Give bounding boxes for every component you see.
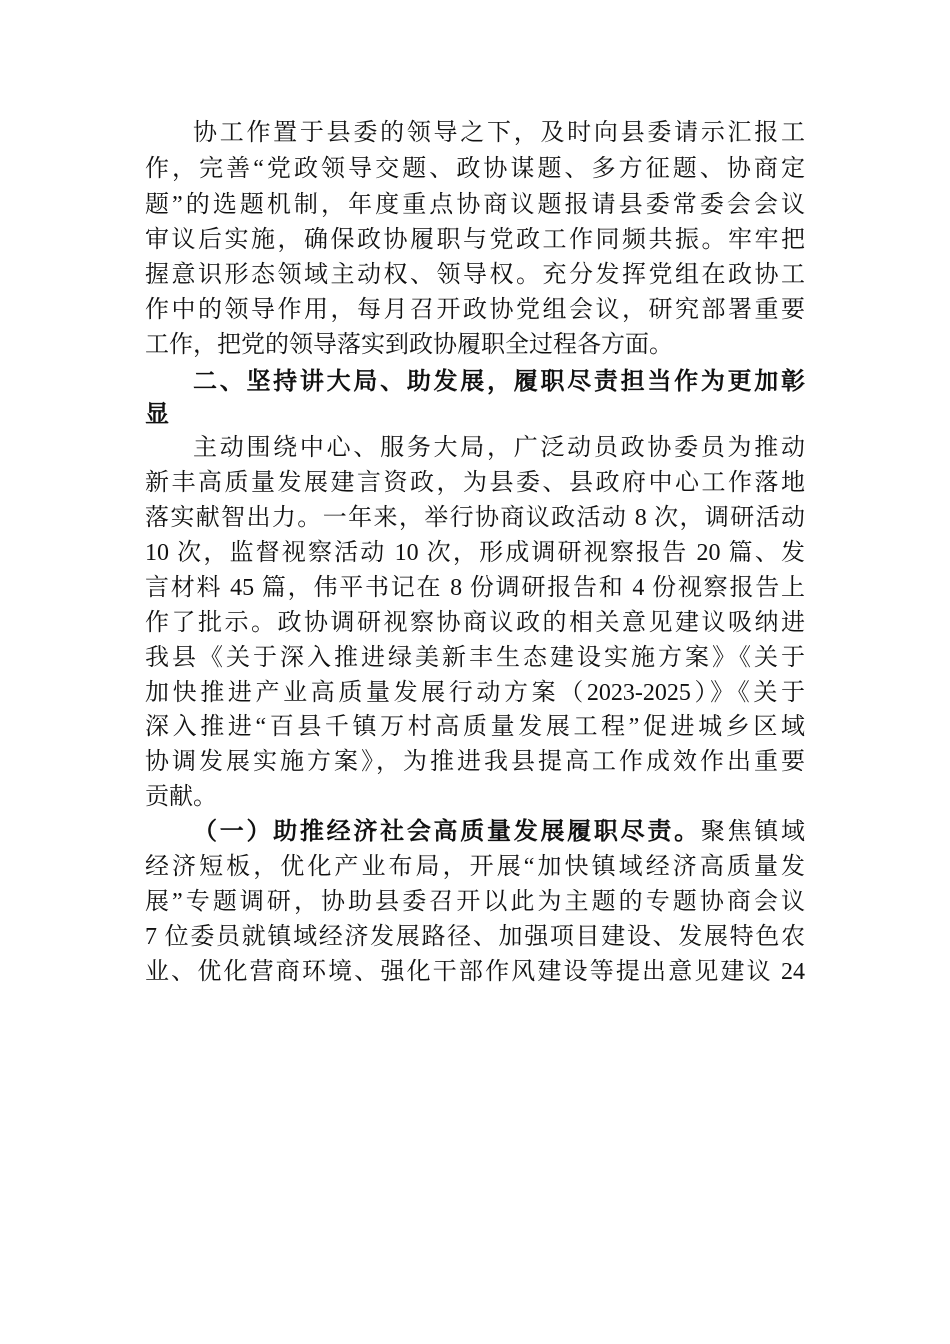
text-line: 作，完善“党政领导交题、政协谋题、多方征题、协商定 — [145, 156, 805, 182]
text-line: 10 次，监督视察活动 10 次，形成调研视察报告 20 篇、发 — [145, 540, 805, 566]
text-line: 言材料 45 篇，伟平书记在 8 份调研报告和 4 份视察报告上 — [145, 575, 805, 601]
text-line: 协调发展实施方案》，为推进我县提高工作成效作出重要 — [145, 749, 805, 775]
text-line: 我县《关于深入推进绿美新丰生态建设实施方案》《关于 — [145, 645, 805, 671]
text-line: 作中的领导作用，每月召开政协党组会议，研究部署重要 — [145, 297, 805, 323]
text-line: 协工作置于县委的领导之下，及时向县委请示汇报工 — [193, 120, 805, 146]
text-line: 经济短板，优化产业布局，开展“加快镇域经济高质量发 — [145, 854, 805, 880]
text-line: 新丰高质量发展建言资政，为县委、县政府中心工作落地 — [145, 470, 805, 496]
text-line: 贡献。 — [145, 784, 217, 810]
text-line: 加快推进产业高质量发展行动方案（2023-2025）》《关于 — [145, 680, 805, 706]
heading-line: 显 — [145, 402, 169, 428]
text-line: 审议后实施，确保政协履职与党政工作同频共振。牢牢把 — [145, 227, 805, 253]
text-line: 握意识形态领域主动权、领导权。充分发挥党组在政协工 — [145, 262, 805, 288]
text-line: 主动围绕中心、服务大局，广泛动员政协委员为推动 — [193, 435, 805, 461]
text-line: 展”专题调研，协助县委召开以此为主题的专题协商会议 — [145, 889, 805, 915]
text-line: 深入推进“百县千镇万村高质量发展工程”促进城乡区域 — [145, 714, 805, 740]
text-line: 业、优化营商环境、强化干部作风建设等提出意见建议 24 — [145, 959, 805, 985]
heading-line: 二、坚持讲大局、助发展，履职尽责担当作为更加彰 — [193, 369, 805, 395]
text-line: 作了批示。政协调研视察协商议政的相关意见建议吸纳进 — [145, 610, 805, 636]
text-line: 落实献智出力。一年来，举行协商议政活动 8 次，调研活动 — [145, 505, 805, 531]
text-span: 聚焦镇域 — [700, 819, 806, 845]
subheading: （一）助推经济社会高质量发展履职尽责。 — [193, 819, 701, 845]
text-line: 题”的选题机制，年度重点协商议题报请县委常委会会议 — [145, 192, 805, 218]
text-line: 工作，把党的领导落实到政协履职全过程各方面。 — [145, 332, 673, 358]
text-line: 7 位委员就镇域经济发展路径、加强项目建设、发展特色农 — [145, 924, 805, 950]
text-line — [193, 815, 805, 850]
